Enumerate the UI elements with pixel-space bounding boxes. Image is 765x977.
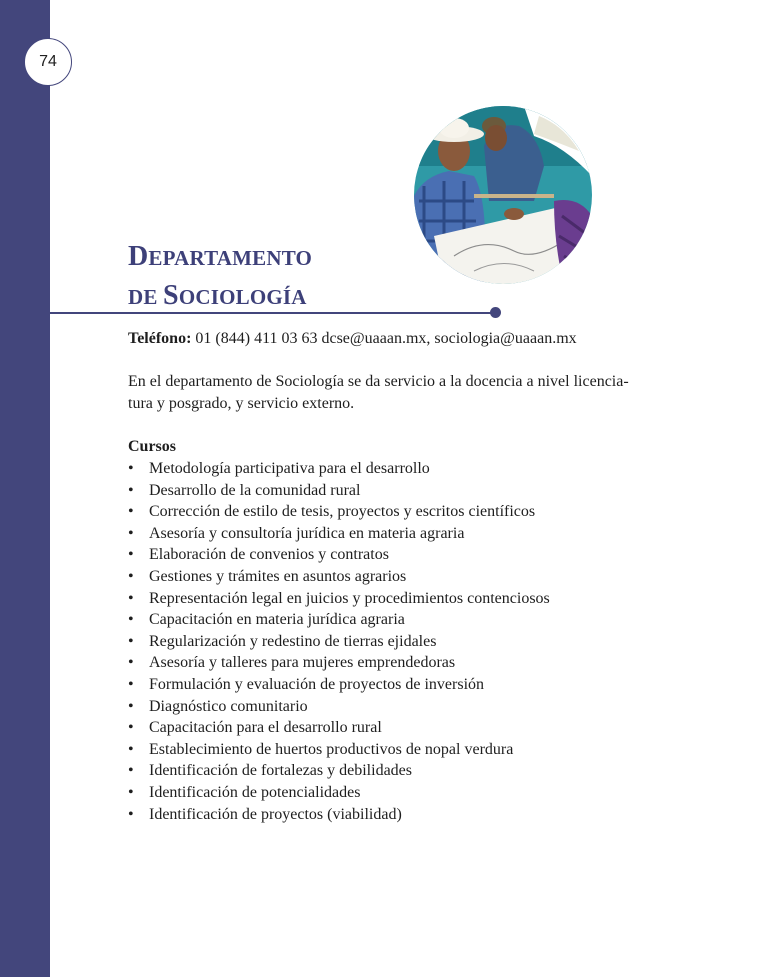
title-line-1: DEPARTAMENTO	[128, 241, 313, 272]
course-item: • Representación legal en juicios y procedimientos contenciosos	[128, 588, 550, 610]
intro-paragraph	[128, 371, 663, 415]
page-title	[128, 238, 312, 316]
course-item: • Asesoría y consultoría jurídica en materia agraria	[128, 523, 550, 545]
course-item: • Metodología participativa para el desarrollo	[128, 458, 550, 480]
course-item: • Asesoría y talleres para mujeres emprendedoras	[128, 652, 550, 674]
course-item: • Identificación de potencialidades	[128, 782, 550, 804]
contact-text: 01 (844) 411 03 63 dcse@uaaan.mx, sociologia@uaaan.mx	[191, 330, 577, 347]
title-line-2: DE SOCIOLOGÍA	[128, 280, 307, 311]
course-item: • Capacitación en materia jurídica agraria	[128, 609, 550, 631]
intro-line-2: tura y posgrado, y servicio externo.	[128, 395, 355, 412]
course-item: • Regularización y redestino de tierras ejidales	[128, 631, 550, 653]
course-item: • Corrección de estilo de tesis, proyectos y escritos científicos	[128, 501, 550, 523]
photo-illustration	[414, 106, 592, 284]
course-item: • Formulación y evaluación de proyectos de inversión	[128, 674, 550, 696]
courses-heading: Cursos	[128, 438, 177, 455]
title-divider-line	[50, 312, 494, 314]
photo-men-with-map	[414, 106, 592, 284]
courses-list	[128, 458, 550, 825]
course-item: • Desarrollo de la comunidad rural	[128, 480, 550, 502]
contact-info	[128, 328, 688, 350]
page-number-badge	[24, 38, 72, 86]
course-item: • Gestiones y trámites en asuntos agrarios	[128, 566, 550, 588]
course-item: • Elaboración de convenios y contratos	[128, 544, 550, 566]
course-item: • Capacitación para el desarrollo rural	[128, 717, 550, 739]
title-divider-dot	[490, 307, 501, 318]
course-item: • Identificación de fortalezas y debilidades	[128, 760, 550, 782]
sidebar-band	[0, 0, 50, 977]
course-item: • Diagnóstico comunitario	[128, 696, 550, 718]
page-number: 74	[39, 53, 57, 70]
course-item: • Identificación de proyectos (viabilidad)	[128, 804, 550, 826]
course-item: • Establecimiento de huertos productivos de nopal verdura	[128, 739, 550, 761]
intro-line-1: En el departamento de Sociología se da servicio a la docencia a nivel licencia-	[128, 373, 629, 390]
phone-label: Teléfono:	[128, 330, 192, 347]
